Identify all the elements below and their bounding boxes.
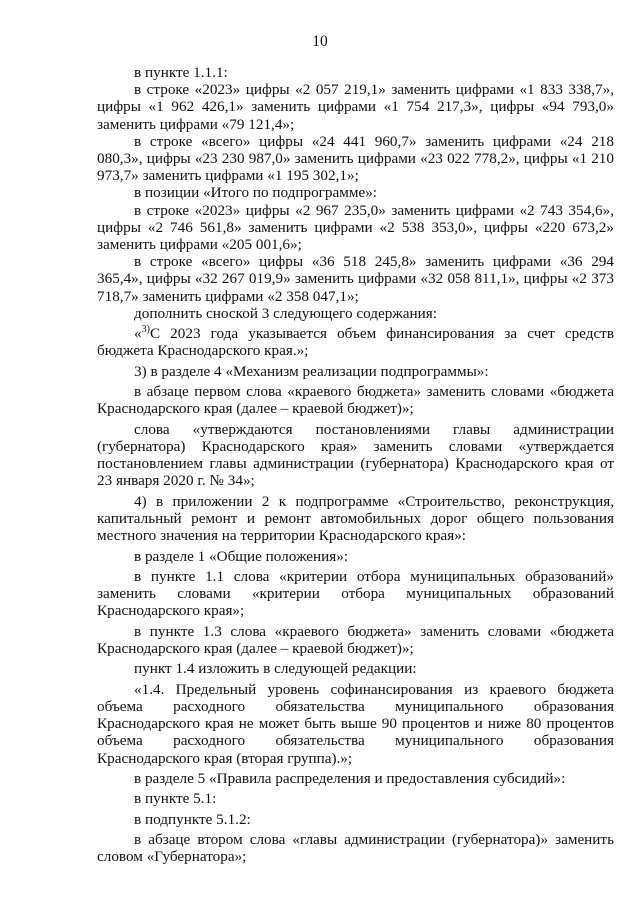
paragraph: в строке «всего» цифры «24 441 960,7» заменить цифрами «24 218 080,3», цифры «23 230 987,0» заменить цифрами «23 022 778,2», цифры «1 210 973,7» заменить цифрами «1 195 302,1»;: [97, 132, 614, 185]
paragraph: в строке «2023» цифры «2 057 219,1» заменить цифрами «1 833 338,7», цифры «1 962 426,1» заменить цифрами «1 754 217,3», цифры «94 793,0» заменить цифрами «79 121,4»;: [97, 81, 614, 133]
paragraph: в строке «2023» цифры «2 967 235,0» заменить цифрами «2 743 354,6», цифры «2 746 561,8» заменить цифрами «2 538 353,0», цифры «220 673,2» заменить цифрами «205 001,6»;: [97, 201, 614, 254]
page-number: 10: [312, 33, 328, 50]
paragraph: в пункте 1.1.1:: [134, 64, 228, 81]
paragraph: в пункте 1.3 слова «краевого бюджета» заменить словами «бюджета Краснодарского края (далее – краевой бюджет)»;: [97, 622, 614, 657]
footnote-open-quote: «: [134, 325, 142, 343]
footnote-marker: 3): [141, 324, 150, 336]
paragraph: слова «утверждаются постановлениями главы администрации (губернатора) Краснодарского края» заменить словами «утверждается постановлением главы администрации (губернатора) Краснодарского края от 23 января 2020 г. № 34»;: [97, 420, 614, 490]
paragraph: в разделе 5 «Правила распределения и предоставления субсидий»:: [134, 769, 566, 787]
footnote-paragraph: [97, 325, 614, 359]
paragraph: в строке «всего» цифры «36 518 245,8» заменить цифрами «36 294 365,4», цифры «32 267 019,9» заменить цифрами «32 058 811,1», цифры «2 373 718,7» заменить цифрами «2 358 047,1»;: [97, 253, 614, 305]
paragraph: в разделе 1 «Общие положения»:: [134, 547, 349, 565]
footnote-text: С 2023 года указывается объем финансирования за счет средств бюджета Краснодарского края.»;: [97, 325, 614, 360]
paragraph: пункт 1.4 изложить в следующей редакции:: [134, 660, 417, 678]
paragraph: в подпункте 5.1.2:: [134, 810, 251, 828]
document-body: [97, 64, 614, 869]
paragraph: в пункте 5.1:: [134, 790, 217, 808]
paragraph: 3) в разделе 4 «Механизм реализации подпрограммы»:: [134, 362, 489, 380]
paragraph: в позиции «Итого по подпрограмме»:: [134, 184, 378, 202]
paragraph: в пункте 1.1 слова «критерии отбора муниципальных образований» заменить словами «критерии отбора муниципальных образований Краснодарского края»;: [97, 568, 614, 620]
paragraph: дополнить сноской 3 следующего содержания:: [134, 304, 437, 322]
paragraph: в абзаце первом слова «краевого бюджета» заменить словами «бюджета Краснодарского края (далее – краевой бюджет)»;: [97, 383, 614, 418]
paragraph: «1.4. Предельный уровень софинансирования из краевого бюджета объема расходного обязательства муниципального образования Краснодарского края не может быть выше 90 процентов и ниже 80 процентов объема расходного обязательства муниципального образования Краснодарского края (вторая группа).»;: [97, 680, 614, 767]
paragraph: в абзаце втором слова «главы администрации (губернатора)» заменить словом «Губернатора»;: [97, 831, 614, 866]
paragraph: 4) в приложении 2 к подпрограмме «Строительство, реконструкция, капитальный ремонт и ремонт автомобильных дорог общего пользования местного значения на территории Краснодарского края»:: [97, 492, 614, 545]
